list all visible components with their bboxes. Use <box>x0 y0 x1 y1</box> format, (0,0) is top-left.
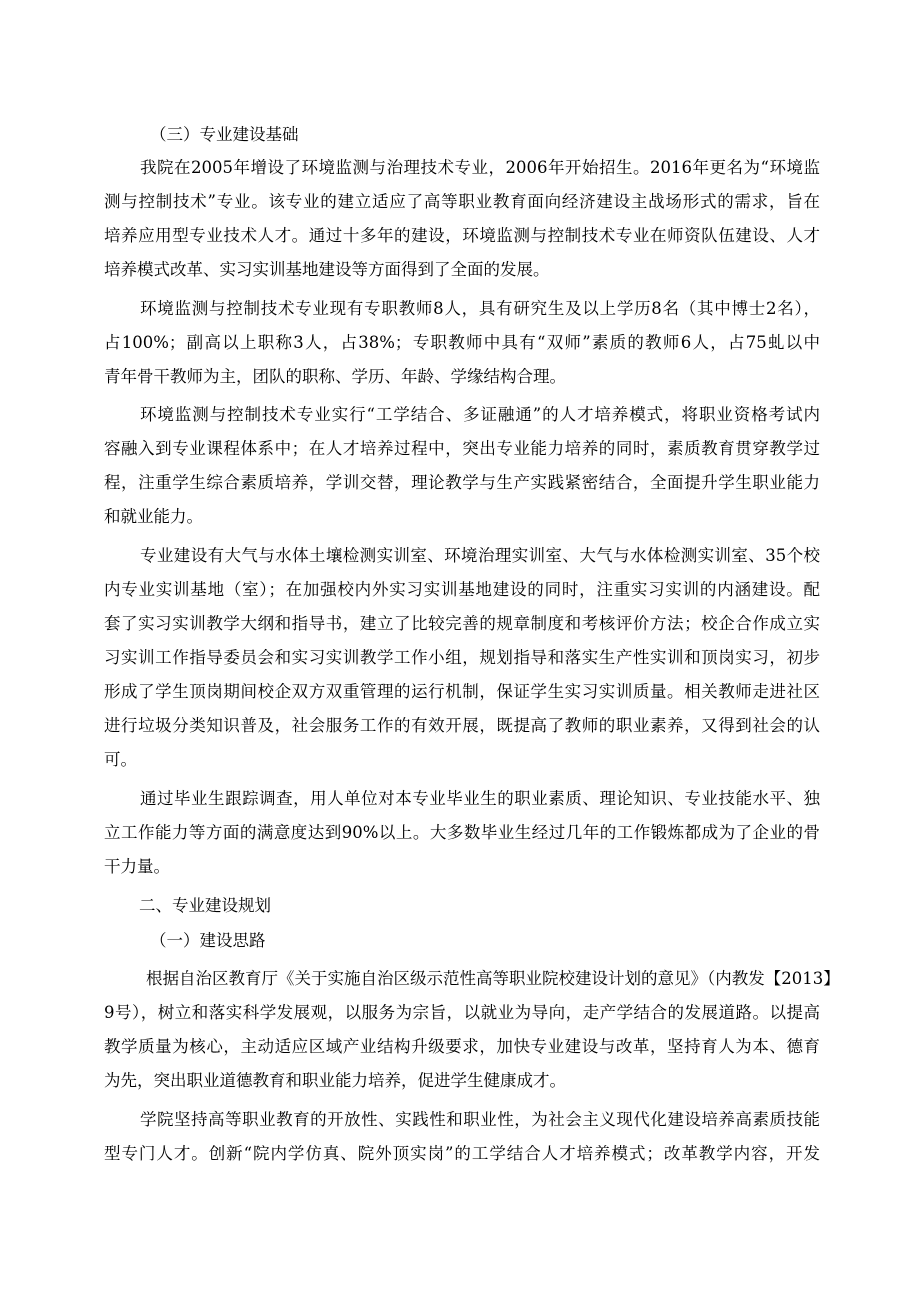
paragraph-1-line-2: 测与控制技术”专业。该专业的建立适应了高等职业教育面向经济建设主战场形式的需求，旨在 <box>104 192 820 211</box>
paragraph-6-line-4: 为先，突出职业道德教育和职业能力培养，促进学生健康成才。 <box>104 1071 566 1090</box>
paragraph-4-line-5: 形成了学生顶岗期间校企双方双重管理的运行机制，保证学生实习实训质量。相关教师走进社区 <box>104 682 820 701</box>
paragraph-7-line-1: 学院坚持高等职业教育的开放性、实践性和职业性，为社会主义现代化建设培养高素质技能 <box>140 1110 820 1129</box>
paragraph-2-line-3: 青年骨干教师为主，团队的职称、学历、年龄、学缘结构合理。 <box>104 367 566 386</box>
paragraph-4-line-4: 习实训工作指导委员会和实习实训教学工作小组，规划指导和落实生产性实训和顶岗实习，初步 <box>104 648 820 667</box>
paragraph-3-line-2: 容融入到专业课程体系中；在人才培养过程中，突出专业能力培养的同时，素质教育贯穿教学过 <box>104 439 820 458</box>
paragraph-2-line-1: 环境监测与控制技术专业现有专职教师8人，具有研究生及以上学历8名（其中博士2名）， <box>140 299 820 318</box>
paragraph-1-line-4: 培养模式改革、实习实训基地建设等方面得到了全面的发展。 <box>104 260 550 279</box>
chapter-heading-plan: 二、专业建设规划 <box>139 896 271 915</box>
section-heading-approach: （一）建设思路 <box>150 931 266 950</box>
paragraph-5-line-3: 干力量。 <box>104 857 170 876</box>
paragraph-4-line-7: 可。 <box>104 750 137 769</box>
paragraph-4-line-6: 进行垃圾分类知识普及，社会服务工作的有效开展，既提高了教师的职业素养，又得到社会的认 <box>104 716 820 735</box>
paragraph-6-line-3: 教学质量为核心，主动适应区域产业结构升级要求，加快专业建设与改革，坚持育人为本、德育 <box>104 1037 820 1056</box>
paragraph-2-line-2: 占100%；副高以上职称3人，占38%；专职教师中具有“双师”素质的教师6人，占75虬以中 <box>104 333 820 352</box>
paragraph-4-line-3: 套了实习实训教学大纲和指导书，建立了比较完善的规章制度和考核评价方法；校企合作成立实 <box>104 614 820 633</box>
section-heading-foundation: （三）专业建设基础 <box>150 125 299 144</box>
paragraph-6-line-1: 根据自治区教育厅《关于实施自治区级示范性高等职业院校建设计划的意见》（内教发【2013】 <box>146 969 840 988</box>
paragraph-1-line-1: 我院在2005年增设了环境监测与治理技术专业，2006年开始招生。2016年更名为“环境监 <box>140 158 820 177</box>
paragraph-3-line-4: 和就业能力。 <box>104 507 203 526</box>
paragraph-5-line-2: 立工作能力等方面的满意度达到90%以上。大多数毕业生经过几年的工作锻炼都成为了企业的骨 <box>104 823 820 842</box>
paragraph-6-line-2: 9号），树立和落实科学发展观，以服务为宗旨，以就业为导向，走产学结合的发展道路。以提高 <box>104 1003 820 1022</box>
paragraph-3-line-3: 程，注重学生综合素质培养，学训交替，理论教学与生产实践紧密结合，全面提升学生职业能力 <box>104 473 820 492</box>
paragraph-5-line-1: 通过毕业生跟踪调查，用人单位对本专业毕业生的职业素质、理论知识、专业技能水平、独 <box>140 789 820 808</box>
paragraph-7-line-2: 型专门人才。创新“院内学仿真、院外顶实岗”的工学结合人才培养模式；改革教学内容，开发 <box>104 1144 820 1163</box>
paragraph-4-line-1: 专业建设有大气与水体土壤检测实训室、环境治理实训室、大气与水体检测实训室、35个校 <box>140 546 820 565</box>
paragraph-3-line-1: 环境监测与控制技术专业实行“工学结合、多证融通”的人才培养模式，将职业资格考试内 <box>140 405 820 424</box>
paragraph-1-line-3: 培养应用型专业技术人才。通过十多年的建设，环境监测与控制技术专业在师资队伍建设、人才 <box>104 226 820 245</box>
paragraph-4-line-2: 内专业实训基地（室）；在加强校内外实习实训基地建设的同时，注重实习实训的内涵建设。配 <box>104 580 820 599</box>
